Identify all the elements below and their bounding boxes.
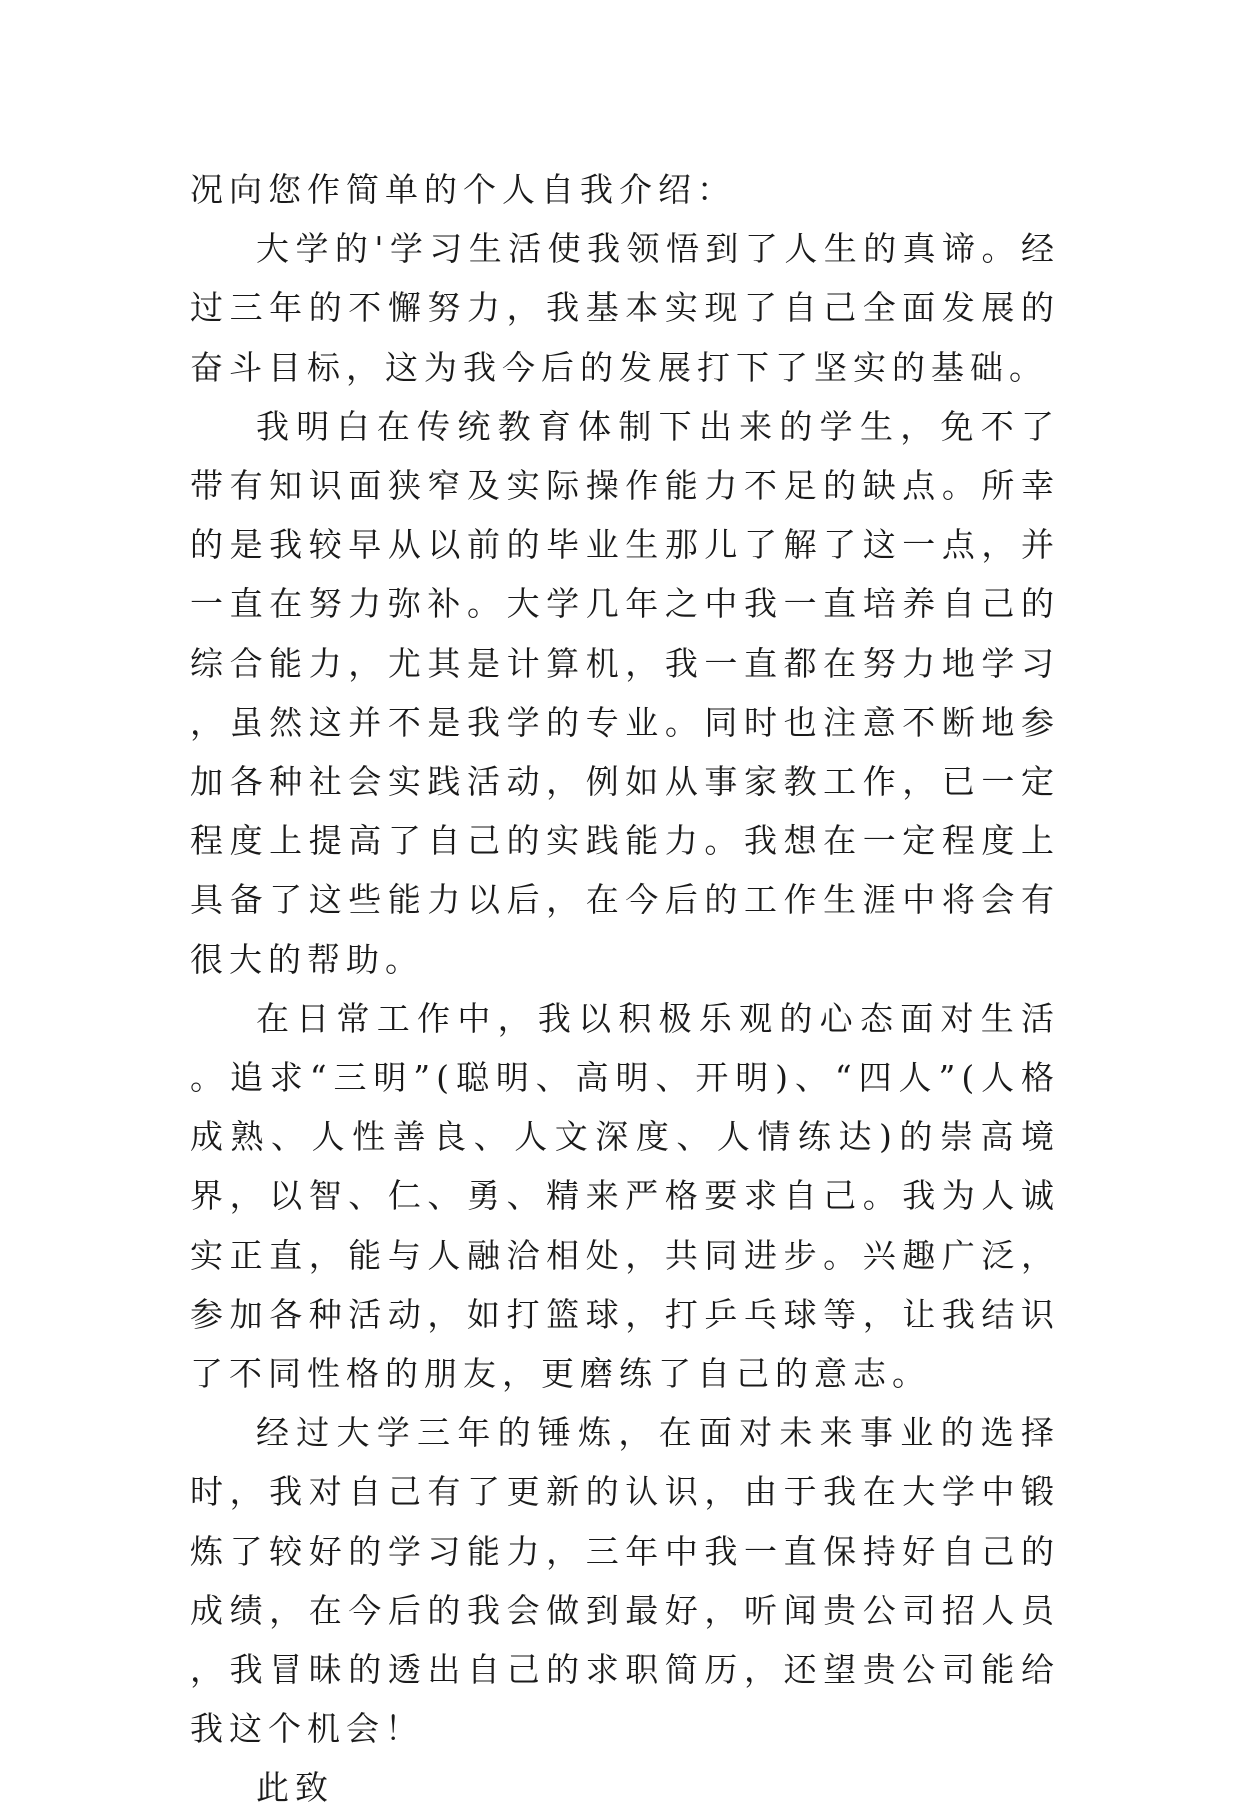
letter-body <box>190 160 1060 1818</box>
salutation-closing: 此致 <box>256 1768 334 1808</box>
paragraph-character: 在日常工作中，我以积极乐观的心态面对生活。追求“三明”(聪明、高明、开明)、“四人”(人格成熟、人性善良、人文深度、人情练达)的崇高境界，以智、仁、勇、精来严格要求自己。我为人诚实正直，能与人融洽相处，共同进步。兴趣广泛，参加各种活动，如打篮球，打乒乓球等，让我结识了不同性格的朋友，更磨练了自己的意志。 <box>190 998 1060 1394</box>
paragraph-intro-continuation: 况向您作简单的个人自我介绍： <box>190 170 736 209</box>
paragraph-university-life: 大学的'学习生活使我领悟到了人生的真谛。经过三年的不懈努力，我基本实现了自己全面发展的奋斗目标，这为我今后的发展打下了坚实的基础。 <box>190 229 1060 387</box>
paragraph-closing-request: 经过大学三年的锤炼，在面对未来事业的选择时，我对自己有了更新的认识，由于我在大学中锻炼了较好的学习能力，三年中我一直保持好自己的成绩，在今后的我会做到最好，听闻贵公司招人员，我冒昧的透出自己的求职简历，还望贵公司能给我这个机会！ <box>190 1413 1060 1749</box>
paragraph-abilities: 我明白在传统教育体制下出来的学生，免不了带有知识面狭窄及实际操作能力不足的缺点。所幸的是我较早从以前的毕业生那儿了解了这一点，并一直在努力弥补。大学几年之中我一直培养自己的综合能力，尤其是计算机，我一直都在努力地学习，虽然这并不是我学的专业。同时也注意不断地参加各种社会实践活动，例如从事家教工作，已一定程度上提高了自己的实践能力。我想在一定程度上具备了这些能力以后，在今后的工作生涯中将会有很大的帮助。 <box>190 406 1060 979</box>
